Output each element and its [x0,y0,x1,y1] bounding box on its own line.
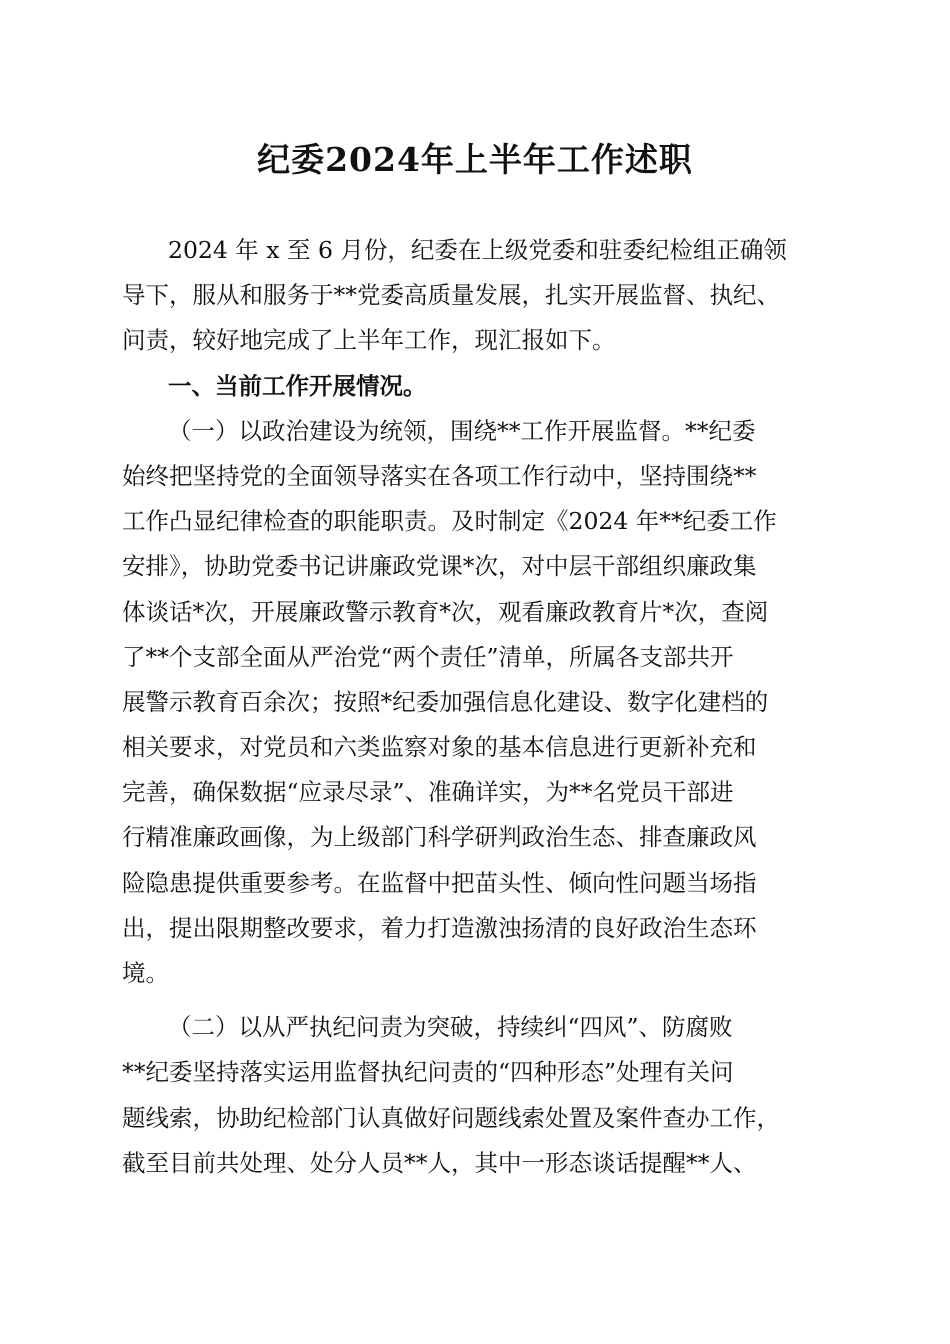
document-body [122,228,828,1186]
paragraph-line: 2024 年 x 至 6 月份，纪委在上级党委和驻委纪检组正确领 [168,236,787,264]
paragraph-line: 截至目前共处理、处分人员**人，其中一形态谈话提醒**人、 [122,1148,757,1177]
paragraph-line: 题线索，协助纪检部门认真做好问题线索处置及案件查办工作， [122,1103,780,1132]
document-title: 纪委2024年上半年工作述职 [257,140,693,179]
paragraph-line: 行精准廉政画像，为上级部门科学研判政治生态、排查廉政风 [122,823,757,852]
paragraph-line: 展警示教育百余次；按照*纪委加强信息化建设、数字化建档的 [122,687,769,716]
subsection-heading-line: （二）以从严执纪问责为突破，持续纠“四风”、防腐败 [168,1013,733,1042]
paragraph-line: 相关要求，对党员和六类监察对象的基本信息进行更新补充和 [122,733,757,762]
paragraph-line: **纪委坚持落实运用监督执纪问责的“四种形态”处理有关问 [122,1058,734,1087]
paragraph-line: 安排》，协助党委书记讲廉政党课*次，对中层干部组织廉政集 [122,552,757,581]
paragraph-line: 始终把坚持党的全面领导落实在各项工作行动中，坚持围绕** [122,461,757,490]
section-heading: 一、当前工作开展情况。 [168,371,427,400]
paragraph-line: 境。 [122,959,169,987]
paragraph-line: 了**个支部全面从严治党“两个责任”清单，所属各支部共开 [122,642,734,671]
paragraph-line: 险隐患提供重要参考。在监督中把苗头性、倾向性问题当场指 [122,868,757,897]
paragraph-line: 导下，服从和服务于**党委高质量发展，扎实开展监督、执纪、 [122,281,780,310]
paragraph-line: 工作凸显纪律检查的职能职责。及时制定《2024 年**纪委工作 [122,507,777,536]
paragraph-line: 问责，较好地完成了上半年工作，现汇报如下。 [122,326,616,355]
paragraph-line: 出，提出限期整改要求，着力打造激浊扬清的良好政治生态环 [122,913,757,942]
subsection-heading-line: （一）以政治建设为统领，围绕**工作开展监督。**纪委 [168,416,756,445]
paragraph-line: 完善，确保数据“应录尽录”、准确详实，为**名党员干部进 [122,778,734,807]
paragraph-line: 体谈话*次，开展廉政警示教育*次，观看廉政教育片*次，查阅 [122,597,769,626]
